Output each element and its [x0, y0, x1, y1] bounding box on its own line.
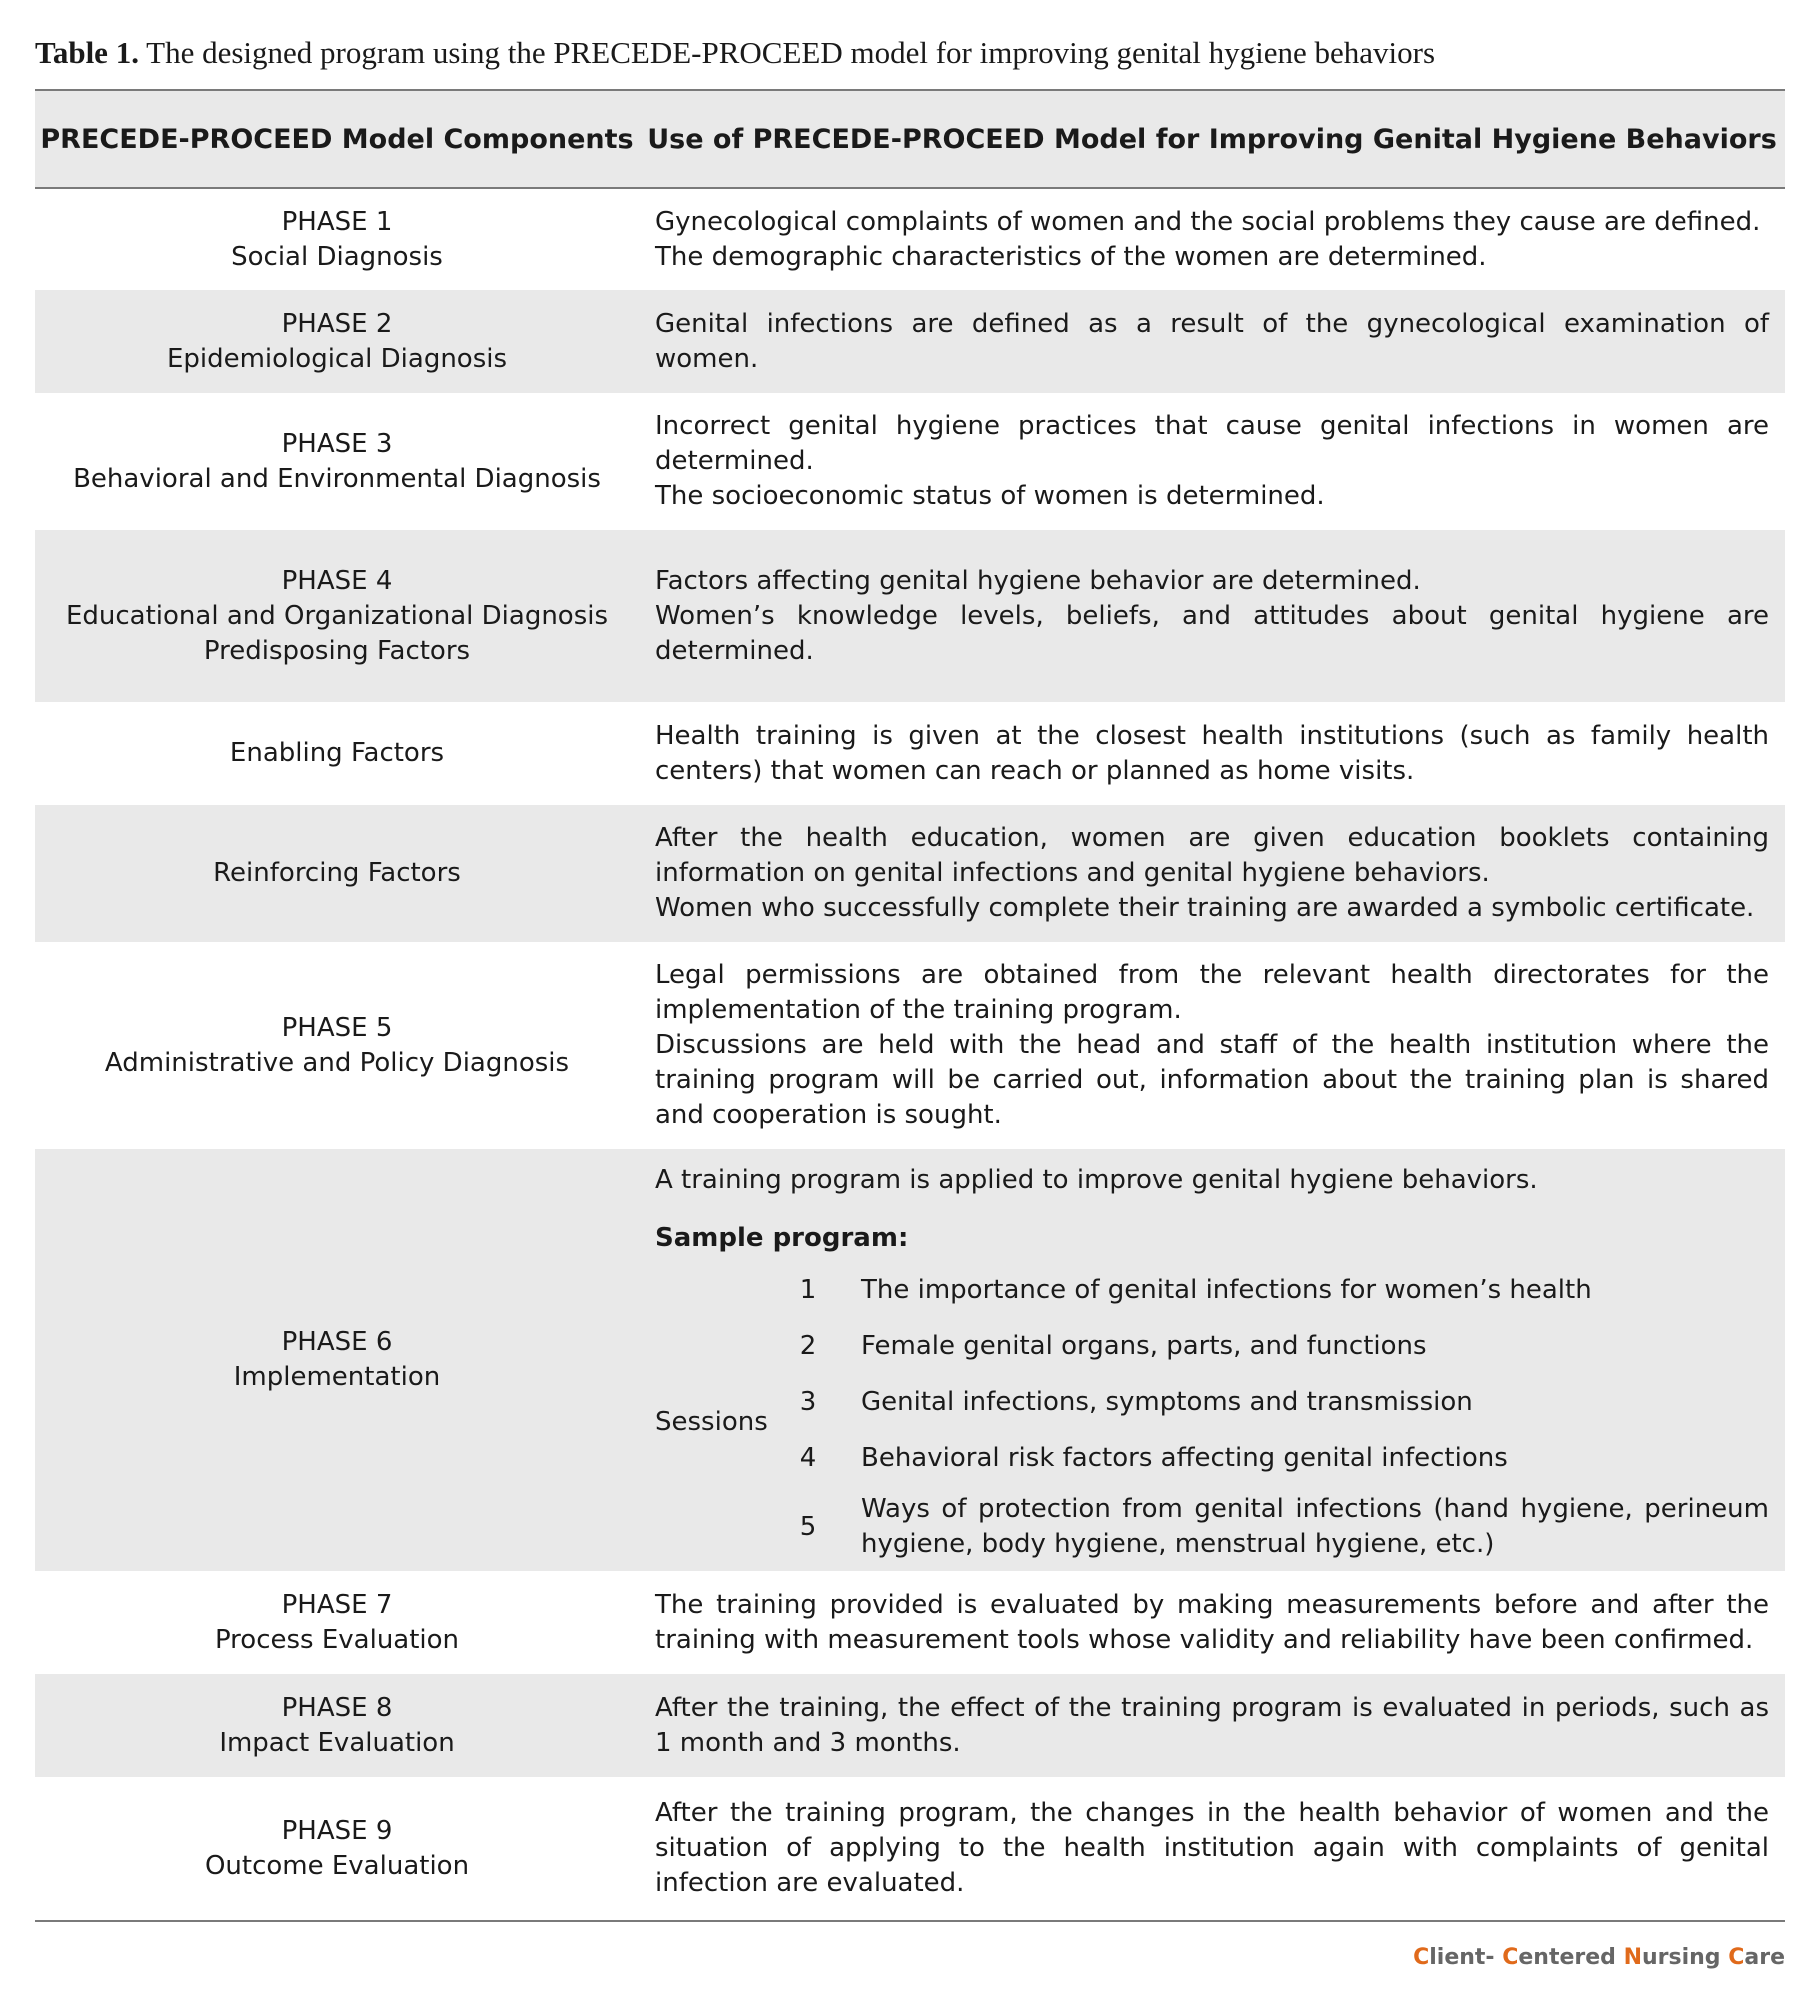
- phase-number: PHASE 6: [281, 1327, 393, 1357]
- component-cell: [35, 1674, 639, 1777]
- phase-number: PHASE 8: [281, 1692, 393, 1723]
- use-cell: [655, 1674, 1769, 1777]
- phase-name: Enabling Factors: [229, 738, 445, 768]
- phase-number: PHASE 5: [281, 1012, 393, 1043]
- use-line: Legal permissions are obtained from the relevant health directorates for the implementation of the training program.: [655, 960, 1769, 1025]
- component-cell: [35, 1149, 639, 1571]
- table-row-phase-2: [35, 290, 1785, 393]
- use-line: The socioeconomic status of women is determined.: [655, 481, 1325, 511]
- table-row-phase-1: [35, 189, 1785, 290]
- component-cell: [35, 1571, 639, 1674]
- component-cell: [35, 530, 639, 702]
- header-use: Use of PRECEDE-PROCEED Model for Improving Genital Hygiene Behaviors: [647, 123, 1777, 155]
- table-row-phase-7: [35, 1571, 1785, 1674]
- use-cell: [655, 1571, 1769, 1674]
- sample-program-label: Sample program:: [655, 1223, 909, 1253]
- table-row-phase-6: [35, 1149, 1785, 1571]
- table-row-phase-4: [35, 530, 1785, 702]
- brand-initial: C: [1502, 1945, 1519, 1970]
- phase-number: PHASE 4: [281, 565, 393, 596]
- phase-name: Educational and Organizational Diagnosis: [65, 600, 609, 631]
- session-number: 4: [799, 1443, 817, 1473]
- component-cell: [35, 805, 639, 942]
- use-line: After the health education, women are given education booklets containing information on genital infections and genital hygiene behaviors.: [655, 823, 1769, 888]
- use-line: Health training is given at the closest health institutions (such as family health centers) that women can reach or planned as home visits.: [655, 720, 1769, 786]
- phase-name: Reinforcing Factors: [213, 858, 461, 888]
- session-number: 5: [799, 1512, 817, 1542]
- brand-word: are: [1744, 1945, 1785, 1970]
- brand-word: lient-: [1429, 1945, 1503, 1970]
- phase-name: Epidemiological Diagnosis: [166, 343, 508, 374]
- phase-subname: Predisposing Factors: [203, 635, 471, 666]
- header-components: PRECEDE-PROCEED Model Components: [40, 123, 634, 155]
- session-number: 3: [799, 1387, 817, 1417]
- table-title: The designed program using the PRECEDE-PROCEED model for improving genital hygiene behaviors: [146, 35, 1436, 70]
- phase-number: PHASE 9: [281, 1815, 393, 1846]
- phase-name: Implementation: [233, 1362, 441, 1392]
- use-line: Women who successfully complete their training are awarded a symbolic certificate.: [655, 893, 1755, 923]
- phase-name: Outcome Evaluation: [204, 1850, 470, 1881]
- session-text: Ways of protection from genital infections (hand hygiene, perineum hygiene, body hygiene, menstrual hygiene, etc.): [861, 1494, 1769, 1559]
- component-cell: [35, 1777, 639, 1920]
- session-number: 2: [799, 1331, 817, 1361]
- session-number: 1: [799, 1275, 817, 1305]
- brand-initial: C: [1413, 1945, 1430, 1970]
- use-line: The training provided is evaluated by making measurements before and after the training with measurement tools whose validity and reliability have been confirmed.: [655, 1589, 1769, 1655]
- table-row-phase-9: [35, 1777, 1785, 1920]
- session-text: Genital infections, symptoms and transmission: [861, 1387, 1473, 1417]
- use-line: After the training, the effect of the training program is evaluated in periods, such as 1 month and 3 months.: [655, 1692, 1769, 1758]
- session-text: Female genital organs, parts, and functions: [861, 1331, 1427, 1361]
- use-cell: [655, 702, 1769, 805]
- sessions-label: Sessions: [655, 1407, 768, 1437]
- use-cell: [655, 290, 1769, 393]
- phase-name: Social Diagnosis: [231, 241, 443, 272]
- journal-brand-logo: [1413, 1945, 1785, 1970]
- phase-number: PHASE 7: [281, 1589, 393, 1620]
- use-line: Discussions are held with the head and staff of the health institution where the training program will be carried out, information about the training plan is shared and cooperation is sought.: [655, 1030, 1769, 1130]
- use-line: After the training program, the changes in the health behavior of women and the situation of applying to the health institution again with complaints of genital infection are evaluated.: [655, 1798, 1769, 1898]
- brand-initial: C: [1728, 1945, 1745, 1970]
- component-cell: [35, 189, 639, 290]
- use-cell: [655, 942, 1769, 1149]
- table-label: Table 1.: [35, 35, 139, 70]
- brand-word: ursing: [1642, 1945, 1729, 1970]
- use-cell: [655, 805, 1769, 942]
- use-line: Genital infections are defined as a result of the gynecological examination of women.: [655, 308, 1769, 374]
- phase-name: Process Evaluation: [214, 1624, 460, 1655]
- table-row-phase-5: [35, 942, 1785, 1149]
- use-line: Women’s knowledge levels, beliefs, and attitudes about genital hygiene are determined.: [655, 600, 1769, 666]
- use-line: Incorrect genital hygiene practices that cause genital infections in women are determined.: [655, 411, 1769, 476]
- table-header: [35, 91, 1785, 187]
- use-cell: [655, 393, 1769, 530]
- component-cell: [35, 393, 639, 530]
- table-row-phase-3: [35, 393, 1785, 530]
- brand-word: entered: [1518, 1945, 1624, 1970]
- session-text: Behavioral risk factors affecting genital infections: [861, 1443, 1508, 1473]
- table-bottom-rule: [35, 1920, 1785, 1922]
- phase-number: PHASE 2: [281, 308, 393, 339]
- use-cell: [655, 530, 1769, 702]
- use-cell: [655, 189, 1769, 290]
- brand-initial: N: [1623, 1945, 1642, 1970]
- session-text: The importance of genital infections for women’s health: [861, 1275, 1592, 1305]
- phase-name: Impact Evaluation: [219, 1727, 455, 1758]
- component-cell: [35, 942, 639, 1149]
- phase-number: PHASE 1: [281, 206, 393, 237]
- use-line: Factors affecting genital hygiene behavior are determined.: [655, 565, 1421, 596]
- phase-number: PHASE 3: [281, 428, 393, 459]
- table-caption: [35, 28, 1785, 78]
- table-row-phase-8: [35, 1674, 1785, 1777]
- table-row-enabling-factors: [35, 702, 1785, 805]
- use-cell: [655, 1777, 1769, 1920]
- component-cell: [35, 290, 639, 393]
- use-line: The demographic characteristics of the women are determined.: [655, 241, 1487, 272]
- table-row-reinforcing-factors: [35, 805, 1785, 942]
- use-line: Gynecological complaints of women and the social problems they cause are defined.: [655, 206, 1761, 237]
- component-cell: [35, 702, 639, 805]
- program-intro: A training program is applied to improve genital hygiene behaviors.: [655, 1165, 1538, 1195]
- phase-name: Behavioral and Environmental Diagnosis: [73, 463, 601, 494]
- phase-name: Administrative and Policy Diagnosis: [104, 1047, 570, 1078]
